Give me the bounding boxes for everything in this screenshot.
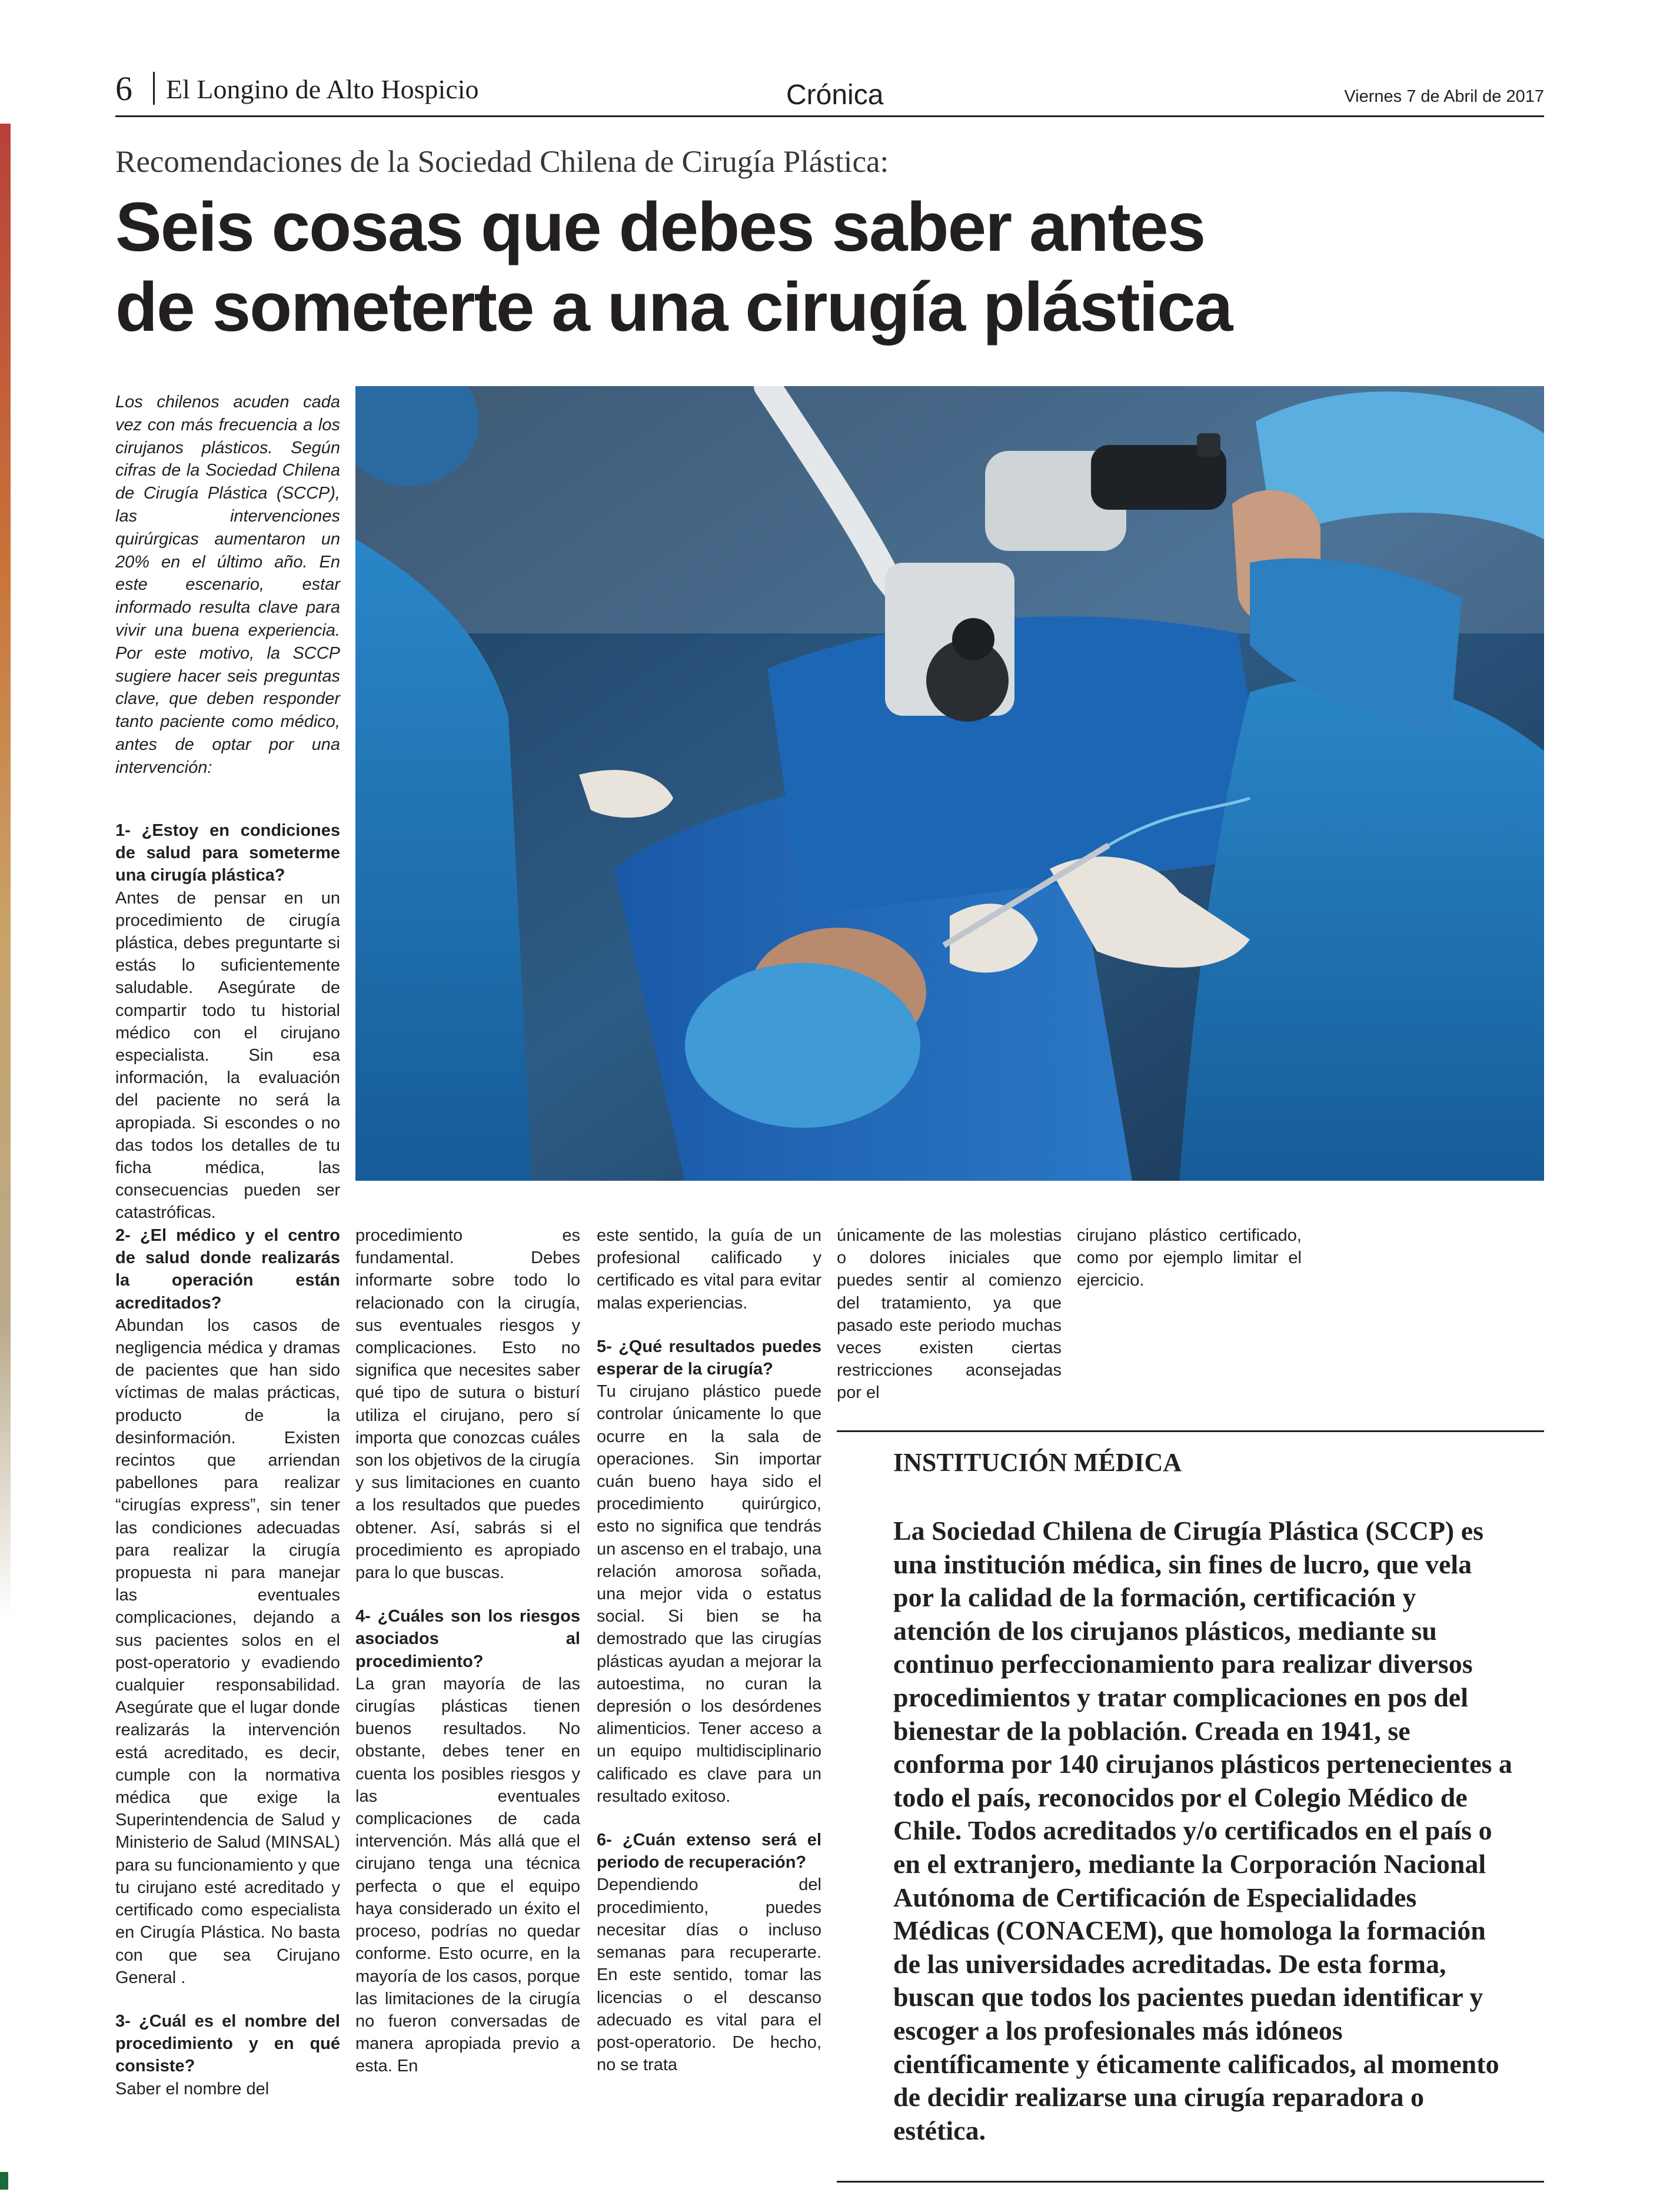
page-number: 6	[115, 69, 132, 108]
sidebar-body: La Sociedad Chilena de Cirugía Plástica (SCCP) es una institución médica, sin fines de lucro, que vela por la calidad de la formación, certificación y atención de los cirujanos plásticos, mediante su continuo perfeccionamiento para realizar diversos procedimientos y tratar complicaciones en pos del bienestar de la población. Creada en 1941, se conforma por 140 cirujanos plásticos pertenecientes a todo el país, reconocidos por el Colegio Médico de Chile. Todos acreditados y/o certificados en el país o en el extranjero, mediante la Corporación Nacional Autónoma de Certificación de Especialidades Médicas (CONACEM), que homologa la formación de las universidades acreditadas. De esta forma, buscan que todos los pacientes puedan identificar y escoger a los profesionales más idóneos científicamente y éticamente calificados, al momento de decidir realizarse una cirugía reparadora o estética.	[893, 1516, 1512, 2145]
section-label: Crónica	[786, 79, 884, 111]
question-6-body-continued: únicamente de las molestias o dolores iniciales que puedes sentir al comienzo del tratamiento, ya que pasado este periodo muchas veces existen ciertas restricciones aconsejadas por el	[837, 1226, 1062, 1403]
question-2-title: 2- ¿El médico y el centro de salud donde realizarás la operación están acreditados?	[115, 1226, 340, 1313]
question-6-body-end: cirujano plástico certificado, como por ejemplo limitar el ejercicio.	[1077, 1226, 1302, 1290]
question-4-body-continued: este sentido, la guía de un profesional calificado y certificado es vital para evitar malas experiencias.	[597, 1226, 821, 1313]
column-4	[837, 1224, 1062, 1404]
article-headline	[115, 187, 1539, 347]
page-header	[115, 68, 1544, 117]
institution-sidebar	[837, 1430, 1544, 2183]
column-2	[355, 1224, 580, 2078]
surgery-photo	[355, 386, 1544, 1181]
question-5-body: Tu cirujano plástico puede controlar únicamente lo que ocurre en la sala de operaciones. Sin importar cuán bueno haya sido el procedimiento quirúrgico, esto no significa que tendrás un ascenso en el trabajo, una relación amorosa soñada, una mejor vida o estatus social. Si bien se ha demostrado que las cirugías plásticas ayudan a mejorar la autoestima, no curan la depresión o los desórdenes alimenticios. Tener acceso a un equipo multidisciplinario calificado es clave para un resultado exitoso.	[597, 1382, 821, 1806]
newspaper-name: El Longino de Alto Hospicio	[166, 74, 479, 104]
headline-line-2: de someterte a una cirugía plástica	[115, 268, 1232, 346]
sidebar-title: INSTITUCIÓN MÉDICA	[893, 1448, 1182, 1477]
column-1-question-2	[115, 1224, 340, 2100]
operating-room-illustration	[355, 386, 1544, 1181]
question-3-body-start: Saber el nombre del	[115, 2079, 270, 2098]
article-kicker: Recomendaciones de la Sociedad Chilena de Cirugía Plástica:	[115, 145, 889, 179]
question-3-body-continued: procedimiento es fundamental. Debes informarte sobre todo lo relacionado con la cirugía, sus eventuales riesgos y complicaciones. Esto no significa que necesites saber qué tipo de sutura o bisturí utiliza el cirujano, pero sí importa que conozcas cuáles son los objetivos de la cirugía y sus limitaciones en cuanto a los resultados que puedes obtener. Así, sabrás si el procedimiento es apropiado para lo que buscas.	[355, 1226, 580, 1583]
column-1-question-1	[115, 819, 340, 1224]
microscope-knob	[952, 618, 994, 660]
article-lead: Los chilenos acuden cada vez con más frecuencia a los cirujanos plásticos. Según cifras de la Sociedad Chilena de Cirugía Plástica (SCCP), las intervenciones quirúrgicas aumentaron un 20% en el último año. En este escenario, estar informado resulta clave para vivir una buena experiencia. Por este motivo, la SCCP sugiere hacer seis preguntas clave, que deben responder tanto paciente como médico, antes de optar por una intervención:	[115, 393, 340, 777]
question-3-title: 3- ¿Cuál es el nombre del procedimiento y en qué consiste?	[115, 2011, 340, 2076]
question-5-title: 5- ¿Qué resultados puedes esperar de la cirugía?	[597, 1337, 821, 1379]
patient-cap	[685, 963, 920, 1128]
header-divider	[153, 72, 155, 105]
question-6-title: 6- ¿Cuán extenso será el periodo de recuperación?	[597, 1831, 821, 1872]
question-1-body: Antes de pensar en un procedimiento de cirugía plástica, debes preguntarte si estás lo suficientemente saludable. Asegúrate de compartir todo tu historial médico con el cirujano especialista. Sin esa información, la evaluación del paciente no será la apropiada. Si escondes o no das todos los detalles de tu ficha médica, las consecuencias pueden ser catastróficas.	[115, 888, 340, 1223]
page-edge-color-strip	[0, 124, 11, 1619]
eyepiece-cap	[1197, 433, 1220, 457]
question-4-title: 4- ¿Cuáles son los riesgos asociados al procedimiento?	[355, 1607, 580, 1671]
column-5	[1077, 1224, 1302, 1292]
column-3	[597, 1224, 821, 2076]
issue-date: Viernes 7 de Abril de 2017	[1344, 87, 1544, 106]
headline-line-1: Seis cosas que debes saber antes	[115, 188, 1205, 266]
question-1-title: 1- ¿Estoy en condiciones de salud para someterme una cirugía plástica?	[115, 821, 340, 885]
page-edge-mark	[0, 2172, 8, 2190]
question-6-body: Dependiendo del procedimiento, puedes necesitar días o incluso semanas para recuperarte. En este sentido, tomar las licencias o el descanso adecuado es vital para el post-operatorio. De hecho, no se trata	[597, 1875, 821, 2075]
question-4-body: La gran mayoría de las cirugías plásticas tienen buenos resultados. No obstante, debes tener en cuenta los posibles riesgos y las eventuales complicaciones de cada intervención. Más allá que el cirujano tenga una técnica perfecta o que el equipo haya considerado un éxito el proceso, podrías no quedar conforme. Esto ocurre, en la mayoría de los casos, porque las limitaciones de la cirugía no fueron conversadas de manera apropiada previo a esta. En	[355, 1674, 580, 2076]
question-2-body: Abundan los casos de negligencia médica y dramas de pacientes que han sido víctimas de malas prácticas, producto de la desinformación. Existen recintos que arriendan pabellones para realizar “cirugías express”, sin tener las condiciones adecuadas para realizar la cirugía propuesta ni para manejar las eventuales complicaciones, dejando a sus pacientes solos en el post-operatorio y evadiendo cualquier responsabilidad. Asegúrate que el lugar donde realizarás la intervención está acreditado, es decir, cumple con la normativa médica que exige la Superintendencia de Salud y Ministerio de Salud (MINSAL) para su funcionamiento y que tu cirujano esté acreditado y certificado como especialista en Cirugía Plástica. No basta con que sea Cirujano General .	[115, 1316, 340, 1987]
